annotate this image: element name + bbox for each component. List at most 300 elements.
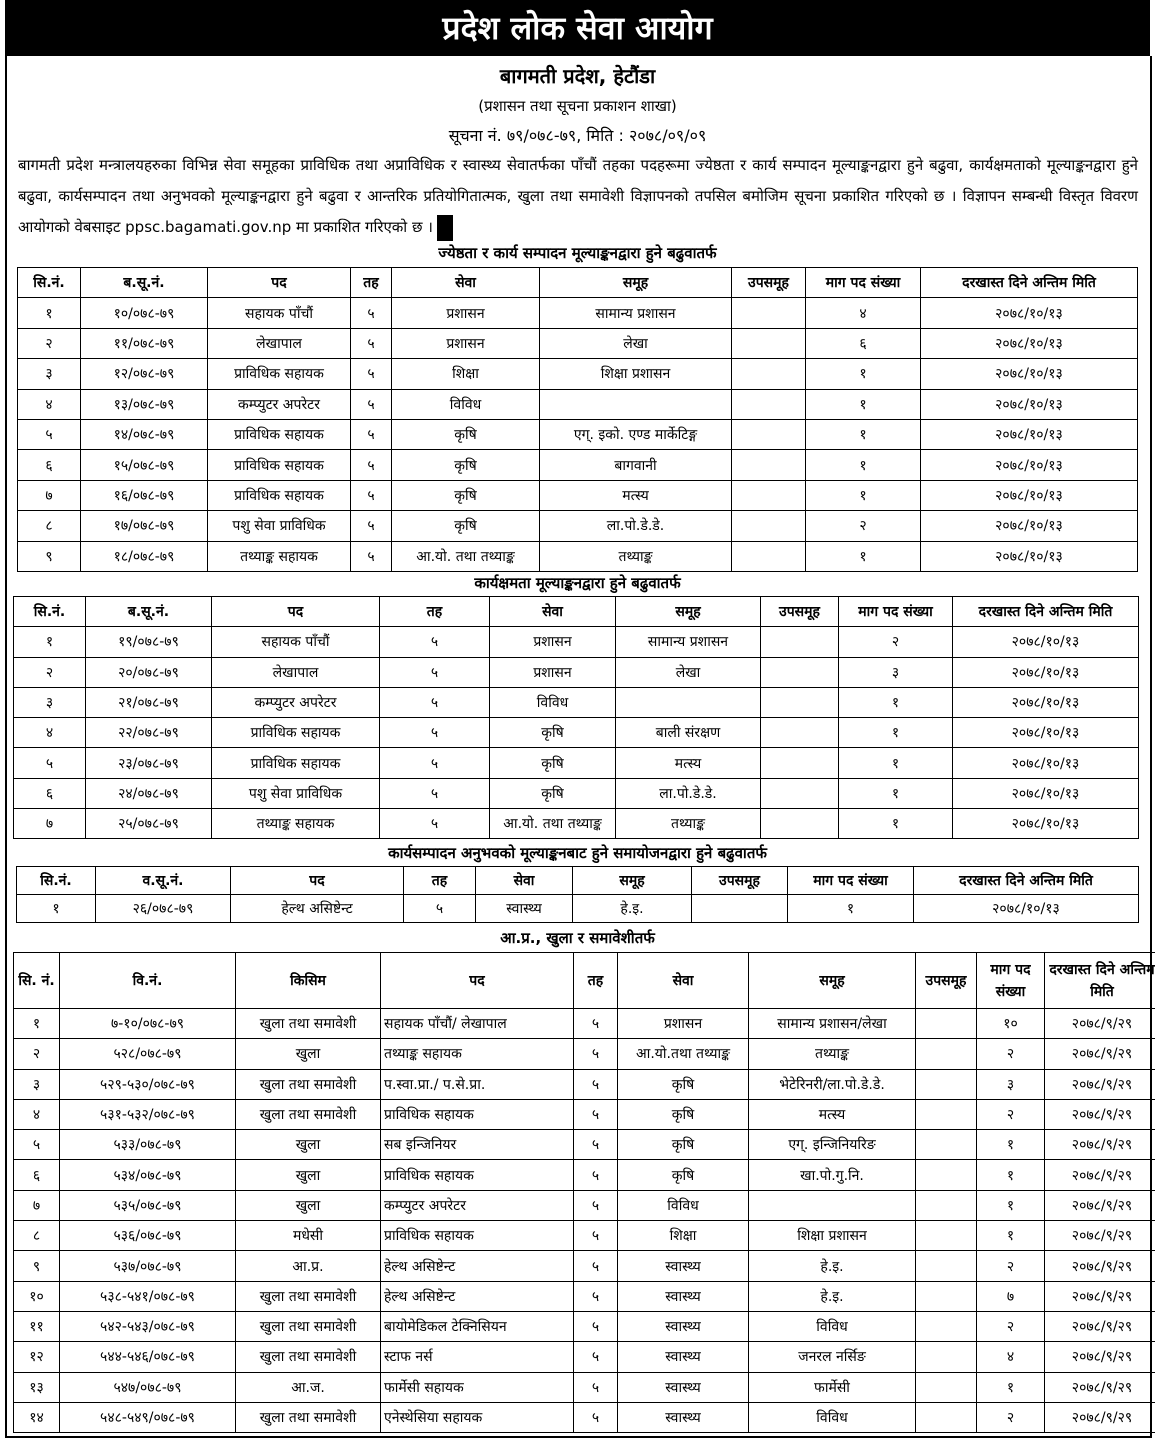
table-cell: ६ (14, 1160, 60, 1190)
table-cell: भेटेरिनरी/ला.पो.डे.डे. (749, 1069, 916, 1099)
table-cell (749, 1190, 916, 1220)
column-header: पद (208, 268, 351, 298)
table-cell: २ (977, 1311, 1045, 1341)
table-cell: खुला तथा समावेशी (236, 1342, 381, 1372)
table-cell: प्राविधिक सहायक (381, 1099, 574, 1129)
table-cell: तथ्याङ्क सहायक (381, 1039, 574, 1069)
table-cell: कृषि (490, 718, 616, 748)
table-cell (761, 657, 839, 687)
table-cell: २ (14, 1039, 60, 1069)
table-cell: प्राविधिक सहायक (212, 718, 380, 748)
column-header: समूह (616, 597, 761, 627)
table-cell (540, 389, 732, 419)
table-cell: २ (977, 1099, 1045, 1129)
table-cell: तथ्याङ्क (616, 809, 761, 839)
table-cell: हे.इ. (573, 895, 692, 923)
table-cell: २०७८/९/२९ (1045, 1009, 1155, 1039)
table-cell (916, 1311, 977, 1341)
table-cell: खुला तथा समावेशी (236, 1099, 381, 1129)
table-row (14, 748, 1139, 778)
table-cell: ५ (380, 687, 490, 717)
table-cell: ५२९-५३०/०७८-७९ (60, 1069, 236, 1099)
table-cell: ३ (14, 687, 86, 717)
table-cell: २०७८/९/२९ (1045, 1342, 1155, 1372)
table-cell: ५ (404, 895, 476, 923)
efficiency-table (13, 596, 1139, 839)
table-cell: फार्मेसी (749, 1372, 916, 1402)
table-row (18, 298, 1138, 328)
table-cell: फार्मेसी सहायक (381, 1372, 574, 1402)
table-cell: ५ (574, 1190, 618, 1220)
table-cell: सामान्य प्रशासन/लेखा (749, 1009, 916, 1039)
table-cell: १ (806, 389, 921, 419)
table-cell: लेखा (540, 328, 732, 358)
table-cell: ५ (351, 359, 392, 389)
table-cell: १ (806, 480, 921, 510)
table-cell: १ (977, 1372, 1045, 1402)
table-cell: ११ (14, 1311, 60, 1341)
table-cell: ५३६/०७८-७९ (60, 1221, 236, 1251)
table-cell: ५४४-५४६/०७८-७९ (60, 1342, 236, 1372)
table-cell: ५ (574, 1251, 618, 1281)
table-cell: ३ (977, 1069, 1045, 1099)
table-cell: १ (839, 687, 953, 717)
table-cell (916, 1342, 977, 1372)
table-cell: २३/०७८-७९ (86, 748, 212, 778)
column-header: तह (404, 867, 476, 895)
table-row (14, 1069, 1155, 1099)
table-cell: ५ (351, 450, 392, 480)
table-cell (732, 359, 806, 389)
table-cell: १ (18, 298, 81, 328)
table-cell: कृषि (392, 450, 540, 480)
table-cell: ५ (18, 419, 81, 449)
table-cell: २२/०७८-७९ (86, 718, 212, 748)
table-cell: ५ (380, 748, 490, 778)
table-cell: सब इन्जिनियर (381, 1130, 574, 1160)
table-cell (732, 389, 806, 419)
table-cell: सहायक पाँचौं (208, 298, 351, 328)
column-header: सेवा (618, 953, 749, 1009)
column-header: उपसमूह (916, 953, 977, 1009)
table-cell: स्वास्थ्य (618, 1251, 749, 1281)
table-cell: २६/०७८-७९ (96, 895, 231, 923)
table-row (14, 1130, 1155, 1160)
table-cell: कृषि (618, 1099, 749, 1129)
table-cell: ४ (14, 718, 86, 748)
table-cell: प्राविधिक सहायक (208, 480, 351, 510)
table-cell: ला.पो.डे.डे. (540, 511, 732, 541)
table-cell: खुला तथा समावेशी (236, 1009, 381, 1039)
table-row (14, 1311, 1155, 1341)
table-cell: ५ (574, 1342, 618, 1372)
table-cell: खा.पो.गु.नि. (749, 1160, 916, 1190)
table-row (14, 1281, 1155, 1311)
table-cell: १ (17, 895, 96, 923)
table-cell: प.स्वा.प्रा./ प.से.प्रा. (381, 1069, 574, 1099)
table-cell: कृषि (392, 419, 540, 449)
table-cell (732, 450, 806, 480)
table-cell: ला.पो.डे.डे. (616, 778, 761, 808)
table-cell: विविध (749, 1402, 916, 1432)
table-cell: ६ (14, 778, 86, 808)
column-header: दरखास्त दिने अन्तिम मिति (914, 867, 1139, 895)
table-cell: सहायक पाँचौं (212, 627, 380, 657)
open-inclusive-table (13, 952, 1155, 1433)
table-cell: ५ (574, 1311, 618, 1341)
column-header: वि.नं. (60, 953, 236, 1009)
table-cell: खुला (236, 1190, 381, 1220)
table-cell: एग्. इको. एण्ड मार्केटिङ्ग (540, 419, 732, 449)
column-header: पद (231, 867, 404, 895)
table-cell: जनरल नर्सिङ (749, 1342, 916, 1372)
table-cell: २०७८/१०/१३ (953, 657, 1139, 687)
header-row (14, 953, 1155, 1009)
table-cell: स्वास्थ्य (618, 1342, 749, 1372)
table-cell: पशु सेवा प्राविधिक (208, 511, 351, 541)
table-cell: २०७८/१०/१३ (921, 480, 1138, 510)
table-cell: २०७८/१०/१३ (953, 778, 1139, 808)
intro-paragraph (18, 150, 1138, 243)
column-header: सि. नं. (14, 953, 60, 1009)
table-row (14, 1190, 1155, 1220)
table-cell: १ (839, 809, 953, 839)
table-cell: २०७८/१०/१३ (921, 541, 1138, 571)
table-row (14, 657, 1139, 687)
table-row (18, 328, 1138, 358)
table-cell (761, 718, 839, 748)
section3-title: कार्यसम्पादन अनुभवको मूल्याङ्कनबाट हुने समायोजनद्वारा हुने बढुवातर्फ (388, 844, 767, 862)
table-cell: आ.प्र. (236, 1251, 381, 1281)
table-cell: खुला (236, 1039, 381, 1069)
column-header: दरखास्त दिने अन्तिम मिति (1045, 953, 1155, 1009)
table-cell: ५ (574, 1009, 618, 1039)
table-cell: २०७८/१०/१३ (953, 687, 1139, 717)
column-header: दरखास्त दिने अन्तिम मिति (953, 597, 1139, 627)
column-header: ब.सू.नं. (81, 268, 208, 298)
table-row (14, 1372, 1155, 1402)
column-header: व.सू.नं. (96, 867, 231, 895)
table-cell: २०७८/१०/१३ (953, 809, 1139, 839)
table-cell: ५ (574, 1130, 618, 1160)
table-row (17, 895, 1139, 923)
table-cell: ४ (977, 1342, 1045, 1372)
table-cell: १ (788, 895, 914, 923)
table-cell (761, 627, 839, 657)
table-cell: ५ (351, 328, 392, 358)
table-cell: लेखा (616, 657, 761, 687)
table-cell: ९ (14, 1251, 60, 1281)
table-cell: २०७८/९/२९ (1045, 1311, 1155, 1341)
header-row (18, 268, 1138, 298)
table-cell: १५/०७८-७९ (81, 450, 208, 480)
table-cell: प्राविधिक सहायक (212, 748, 380, 778)
table-cell (916, 1039, 977, 1069)
table-cell: बायोमेडिकल टेक्निसियन (381, 1311, 574, 1341)
table-cell: ७ (14, 809, 86, 839)
table-cell: २०७८/९/२९ (1045, 1190, 1155, 1220)
table-cell: विविध (618, 1190, 749, 1220)
table-cell: ७ (18, 480, 81, 510)
table-cell: १४ (14, 1402, 60, 1432)
table-cell: हे.इ. (749, 1281, 916, 1311)
table-cell: २०७८/१०/१३ (921, 419, 1138, 449)
table-cell: ५ (574, 1281, 618, 1311)
table-cell: खुला तथा समावेशी (236, 1402, 381, 1432)
table-cell: प्रशासन (490, 627, 616, 657)
table-cell (916, 1281, 977, 1311)
table-cell: विविध (749, 1311, 916, 1341)
column-header: सेवा (490, 597, 616, 627)
table-row (14, 1099, 1155, 1129)
table-cell: २ (977, 1251, 1045, 1281)
table-cell: २१/०७८-७९ (86, 687, 212, 717)
table-cell: १ (977, 1130, 1045, 1160)
table-cell: प्राविधिक सहायक (381, 1160, 574, 1190)
column-header: किसिम (236, 953, 381, 1009)
table-cell (916, 1251, 977, 1281)
table-cell: ४ (806, 298, 921, 328)
table-cell: २०७८/९/२९ (1045, 1402, 1155, 1432)
column-header: दरखास्त दिने अन्तिम मिति (921, 268, 1138, 298)
table-cell: प्राविधिक सहायक (381, 1221, 574, 1251)
table-cell (732, 419, 806, 449)
intro-text: बागमती प्रदेश मन्त्रालयहरुका विभिन्न सेवा समूहका प्राविधिक तथा अप्राविधिक र स्वास्थ्य सेवातर्फका पाँचौं तहका पदहरूमा ज्येष्ठता र कार्य सम्पादन मूल्याङ्कनद्वारा हुने बढुवा, कार्यक्षमताको मूल्याङ्कनद्वारा हुने बढुवा, कार्यसम्पादन तथा अनुभवको मूल्याङ्कनद्वारा हुने बढुवा र आन्तरिक प्रतियोगितात्मक, खुला तथा समावेशी विज्ञापनको तपसिल बमोजिम सूचना प्रकाशित गरिएको छ । विज्ञापन सम्बन्धी विस्तृत विवरण आयोगको वेबसाइट ppsc.bagamati.gov.np मा प्रकाशित गरिएको छ । (18, 156, 1138, 236)
table-cell: ३ (14, 1069, 60, 1099)
table-cell: १२ (14, 1342, 60, 1372)
table-cell: प्राविधिक सहायक (208, 450, 351, 480)
table-cell: बाली संरक्षण (616, 718, 761, 748)
table-cell: २०७८/१०/१३ (921, 298, 1138, 328)
table-cell: प्रशासन (392, 328, 540, 358)
table-cell: कृषि (392, 480, 540, 510)
table-cell (916, 1069, 977, 1099)
table-cell: २०७८/१०/१३ (953, 748, 1139, 778)
table-cell: ५४८-५४९/०७८-७९ (60, 1402, 236, 1432)
table-cell: ७-१०/०७८-७९ (60, 1009, 236, 1039)
table-row (14, 778, 1139, 808)
table-cell: २०७८/१०/१३ (921, 359, 1138, 389)
table-cell: कृषि (490, 778, 616, 808)
table-cell: मत्स्य (540, 480, 732, 510)
table-cell: ५ (14, 748, 86, 778)
table-cell: ५ (574, 1039, 618, 1069)
table-cell: प्राविधिक सहायक (208, 359, 351, 389)
table-cell: खुला तथा समावेशी (236, 1281, 381, 1311)
column-header: समूह (540, 268, 732, 298)
seniority-table (17, 267, 1138, 572)
table-cell: २०/०७८-७९ (86, 657, 212, 687)
table-cell (916, 1130, 977, 1160)
table-cell: १ (806, 359, 921, 389)
column-header: सेवा (476, 867, 573, 895)
column-header: समूह (749, 953, 916, 1009)
table-cell: हेल्थ असिष्टेन्ट (231, 895, 404, 923)
table-cell: ५ (574, 1099, 618, 1129)
table-cell (916, 1372, 977, 1402)
table-cell: १ (806, 450, 921, 480)
table-cell: ५३८-५४१/०७८-७९ (60, 1281, 236, 1311)
table-cell: २०७८/९/२९ (1045, 1221, 1155, 1251)
table-cell: स्वास्थ्य (476, 895, 573, 923)
table-cell: मत्स्य (749, 1099, 916, 1129)
table-cell: १ (839, 778, 953, 808)
table-cell: प्राविधिक सहायक (208, 419, 351, 449)
column-header: माग पद संख्या (839, 597, 953, 627)
table-cell: २०७८/९/२९ (1045, 1160, 1155, 1190)
table-cell: ५ (351, 419, 392, 449)
table-cell: खुला (236, 1130, 381, 1160)
table-cell: १८/०७८-७९ (81, 541, 208, 571)
table-cell: कम्प्युटर अपरेटर (208, 389, 351, 419)
table-cell: २ (14, 657, 86, 687)
table-cell: शिक्षा प्रशासन (749, 1221, 916, 1251)
experience-table (16, 866, 1139, 923)
table-cell: आ.यो. तथा तथ्याङ्क (490, 809, 616, 839)
table-cell: हेल्थ असिष्टेन्ट (381, 1251, 574, 1281)
table-cell: १० (14, 1281, 60, 1311)
table-cell: ११/०७८-७९ (81, 328, 208, 358)
table-row (18, 450, 1138, 480)
table-cell: आ.यो.तथा तथ्याङ्क (618, 1039, 749, 1069)
section4-title: आ.प्र., खुला र समावेशीतर्फ (500, 929, 655, 947)
table-row (14, 809, 1139, 839)
table-cell (616, 687, 761, 717)
table-cell (732, 480, 806, 510)
table-cell: स्वास्थ्य (618, 1402, 749, 1432)
column-header: माग पद संख्या (806, 268, 921, 298)
table-cell: खुला तथा समावेशी (236, 1311, 381, 1341)
column-header: पद (212, 597, 380, 627)
table-cell: ५३४/०७८-७९ (60, 1160, 236, 1190)
table-cell: कृषि (490, 748, 616, 778)
table-cell: २०७८/९/२९ (1045, 1372, 1155, 1402)
table-cell: कम्प्युटर अपरेटर (212, 687, 380, 717)
table-cell: ८ (14, 1221, 60, 1251)
column-header: सेवा (392, 268, 540, 298)
table-row (14, 1342, 1155, 1372)
table-cell: सहायक पाँचौं/ लेखापाल (381, 1009, 574, 1039)
table-cell: ५३३/०७८-७९ (60, 1130, 236, 1160)
column-header: सि.नं. (14, 597, 86, 627)
table-cell: ५ (574, 1402, 618, 1432)
table-cell: आ.यो. तथा तथ्याङ्क (392, 541, 540, 571)
table-cell (916, 1221, 977, 1251)
table-cell: ५ (380, 778, 490, 808)
table-cell: ५३१-५३२/०७८-७९ (60, 1099, 236, 1129)
table-cell: २०७८/१०/१३ (914, 895, 1139, 923)
column-header: तह (574, 953, 618, 1009)
table-cell: ५२८/०७८-७९ (60, 1039, 236, 1069)
column-header: समूह (573, 867, 692, 895)
table-cell: १ (806, 541, 921, 571)
table-row (14, 718, 1139, 748)
table-cell: कृषि (618, 1069, 749, 1099)
column-header: उपसमूह (692, 867, 788, 895)
table-cell: २०७८/९/२९ (1045, 1099, 1155, 1129)
table-cell: १३ (14, 1372, 60, 1402)
table-cell: सामान्य प्रशासन (616, 627, 761, 657)
table-cell: तथ्याङ्क (749, 1039, 916, 1069)
table-row (14, 1251, 1155, 1281)
table-row (18, 419, 1138, 449)
table-cell (732, 511, 806, 541)
table-cell: ५ (574, 1372, 618, 1402)
table-cell: २०७८/१०/१३ (953, 627, 1139, 657)
table-cell: ५ (380, 657, 490, 687)
table-cell: ५ (351, 389, 392, 419)
table-cell: १ (806, 419, 921, 449)
table-cell (916, 1402, 977, 1432)
table-cell: ४ (18, 389, 81, 419)
table-cell: कृषि (392, 511, 540, 541)
table-cell (732, 541, 806, 571)
table-cell: एनेस्थेसिया सहायक (381, 1402, 574, 1432)
table-cell: शिक्षा प्रशासन (540, 359, 732, 389)
table-cell: बागवानी (540, 450, 732, 480)
table-cell: १ (14, 627, 86, 657)
column-header: तह (351, 268, 392, 298)
table-cell: हेल्थ असिष्टेन्ट (381, 1281, 574, 1311)
table-cell: २०७८/१०/१३ (921, 511, 1138, 541)
table-cell: ५४२-५४३/०७८-७९ (60, 1311, 236, 1341)
table-cell: ५ (380, 627, 490, 657)
table-cell: २०७८/९/२९ (1045, 1039, 1155, 1069)
table-cell: १ (839, 748, 953, 778)
table-cell: ६ (806, 328, 921, 358)
branch-name: (प्रशासन तथा सूचना प्रकाशन शाखा) (478, 97, 677, 115)
table-cell: एग्. इन्जिनियरिङ (749, 1130, 916, 1160)
table-cell: २०७८/९/२९ (1045, 1281, 1155, 1311)
table-cell: ५ (574, 1160, 618, 1190)
table-cell: ५ (574, 1069, 618, 1099)
table-cell (761, 809, 839, 839)
column-header: ब.सू.नं. (86, 597, 212, 627)
table-cell (761, 778, 839, 808)
table-row (14, 1221, 1155, 1251)
table-cell: १ (977, 1160, 1045, 1190)
table-cell: २०७८/१०/१३ (921, 389, 1138, 419)
column-header: तह (380, 597, 490, 627)
table-cell: प्रशासन (490, 657, 616, 687)
table-cell (761, 687, 839, 717)
table-cell (916, 1190, 977, 1220)
table-cell (732, 298, 806, 328)
province-office: बागमती प्रदेश, हेटौंडा (499, 64, 656, 88)
table-cell: ७ (977, 1281, 1045, 1311)
table-cell: लेखापाल (208, 328, 351, 358)
column-header: सि.नं. (17, 867, 96, 895)
table-cell: ५ (380, 718, 490, 748)
table-cell: स्वास्थ्य (618, 1311, 749, 1341)
table-cell: २०७८/९/२९ (1045, 1130, 1155, 1160)
table-cell (761, 748, 839, 778)
table-cell: २०७८/९/२९ (1045, 1251, 1155, 1281)
table-cell: २ (839, 627, 953, 657)
table-row (18, 541, 1138, 571)
table-cell: २ (977, 1402, 1045, 1432)
table-cell: ५ (351, 541, 392, 571)
table-cell: तथ्याङ्क (540, 541, 732, 571)
table-cell: खुला तथा समावेशी (236, 1069, 381, 1099)
table-cell: पशु सेवा प्राविधिक (212, 778, 380, 808)
table-cell (692, 895, 788, 923)
table-cell: खुला (236, 1160, 381, 1190)
table-cell: हे.इ. (749, 1251, 916, 1281)
table-cell: २ (806, 511, 921, 541)
table-cell: प्रशासन (392, 298, 540, 328)
table-cell: ७ (14, 1190, 60, 1220)
